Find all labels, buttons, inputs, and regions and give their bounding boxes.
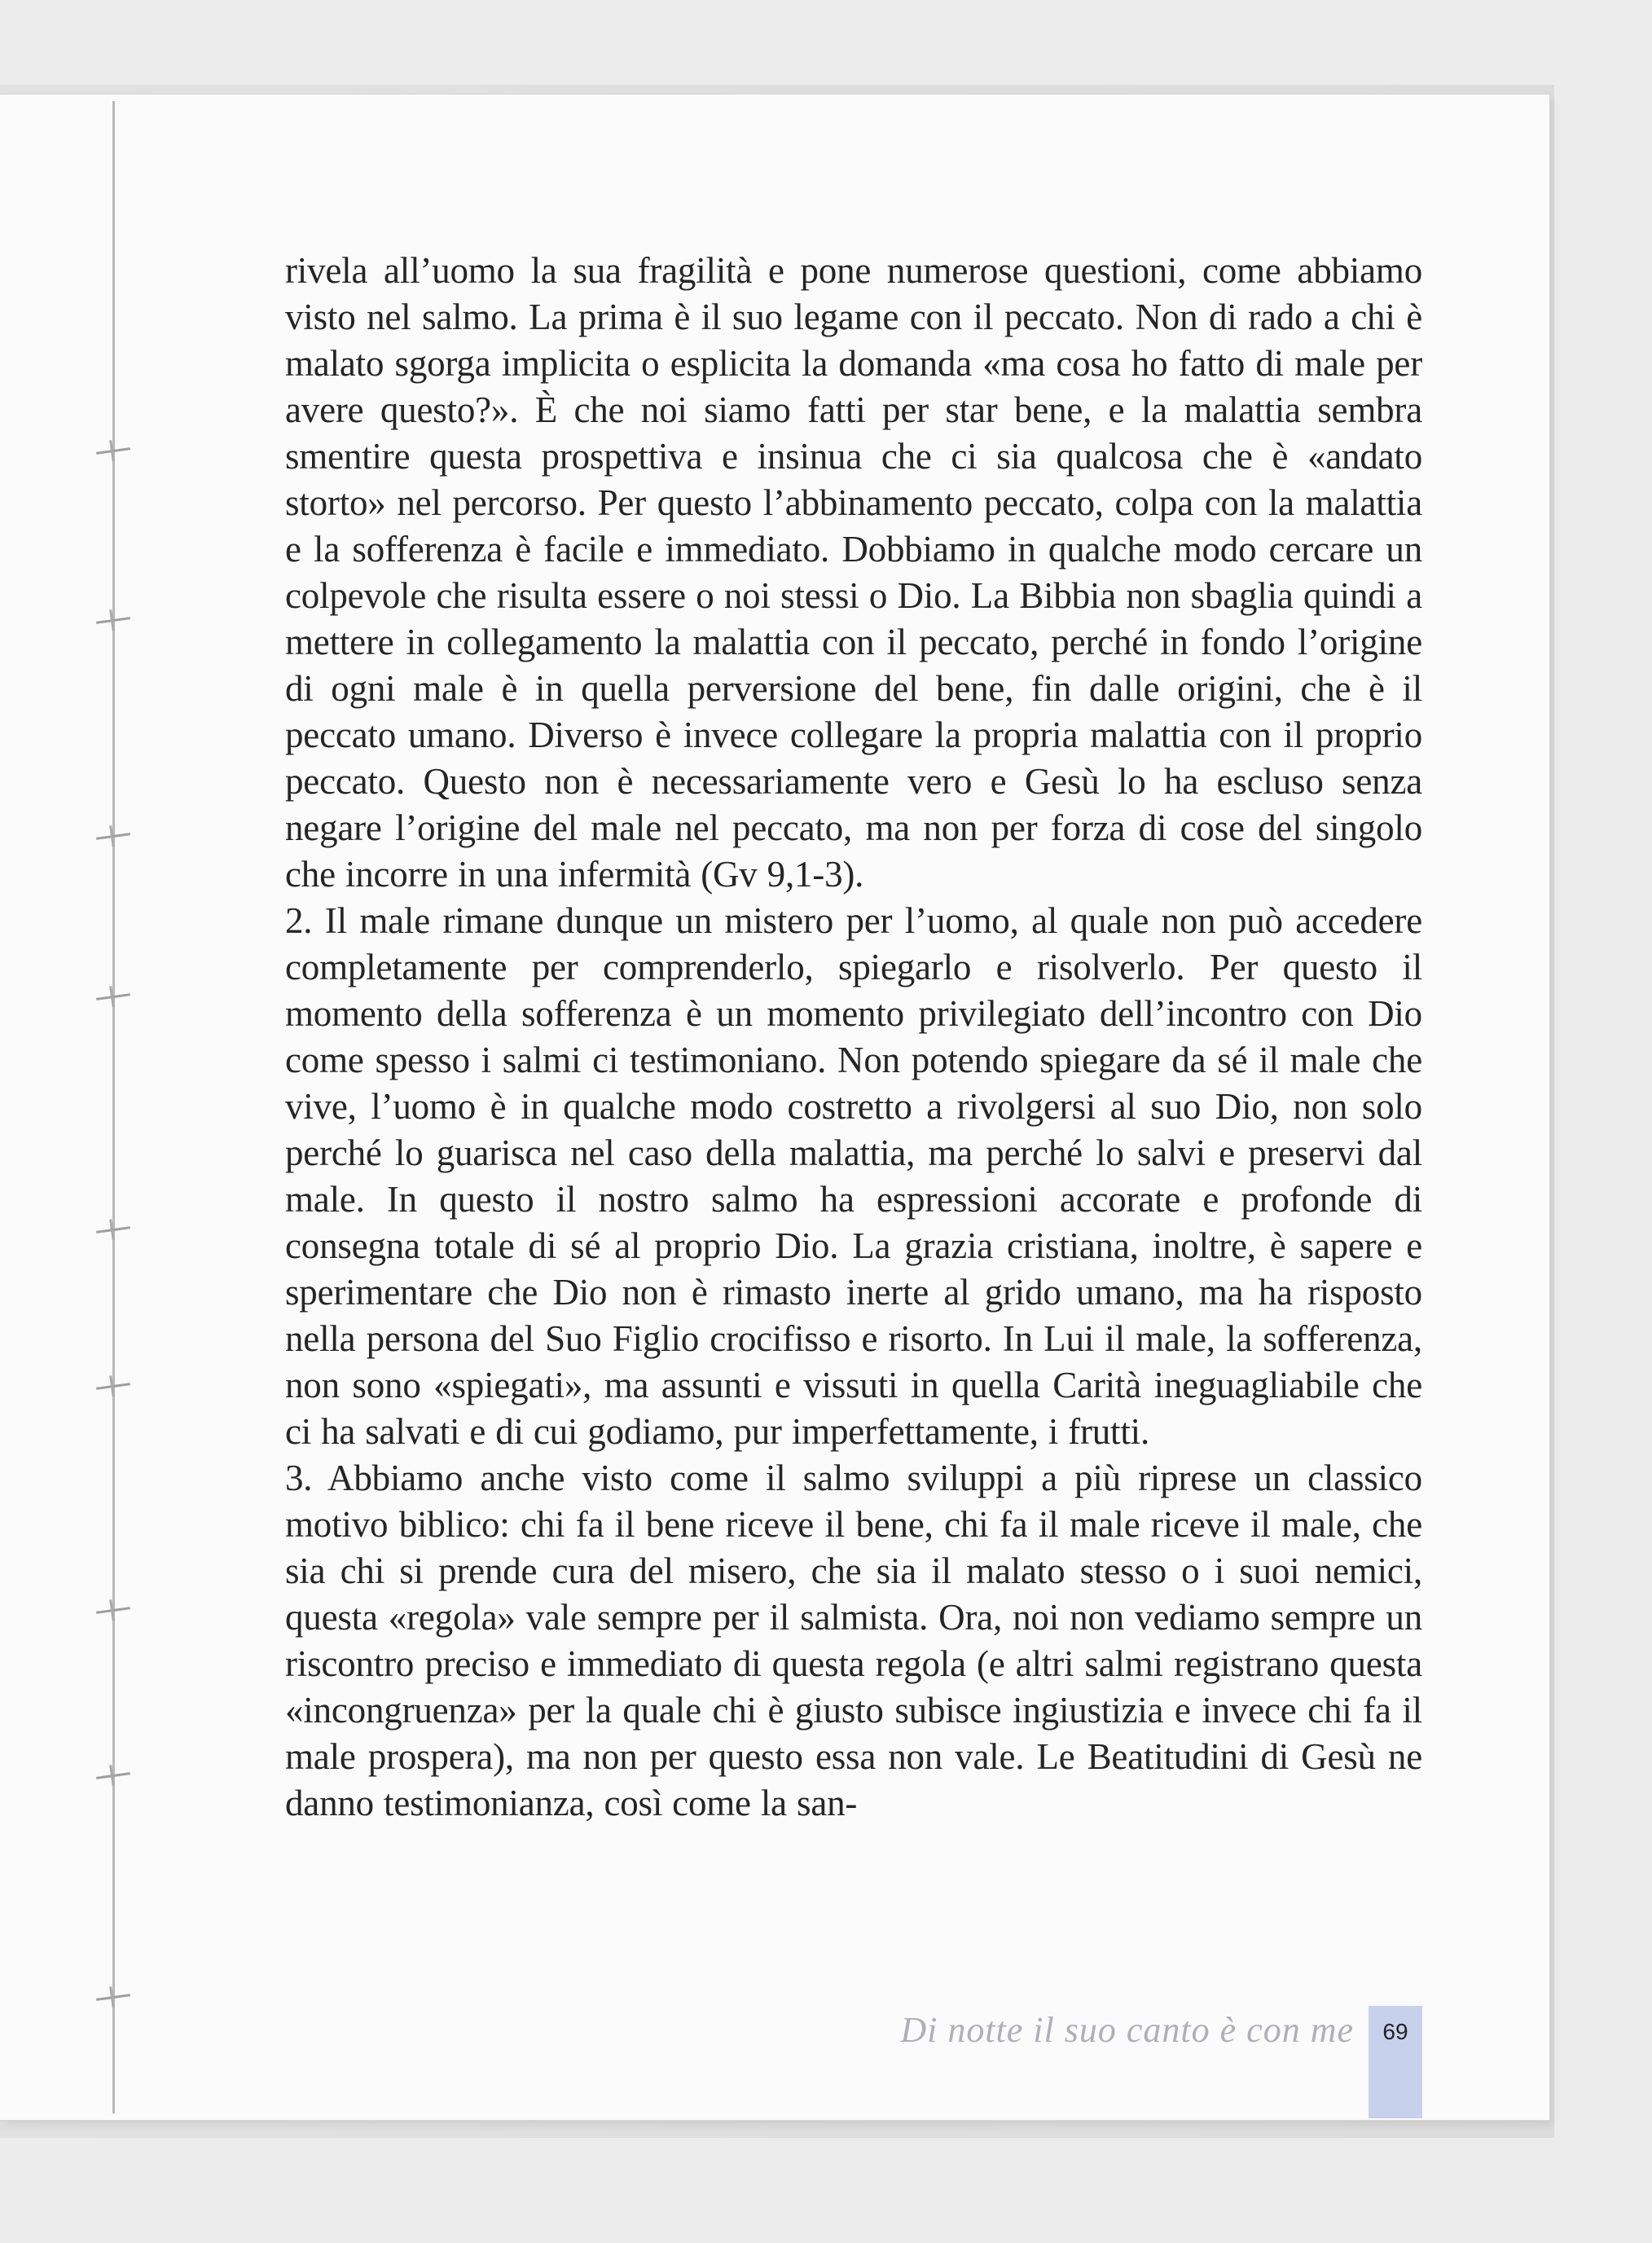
paragraph-1: rivela all’uomo la sua fragilità e pone numerose questioni, come abbiamo visto nel salmo. La prima è il suo legame con il peccato. Non di rado a chi è malato sgorga implicita o esplicita la domanda «ma cosa ho fatto di male per avere questo?». È che noi siamo fatti per star bene, e la malattia sembra smentire questa prospettiva e insinua che ci sia qualcosa che è «andato storto» nel percorso. Per questo l’abbinamento peccato, colpa con la malattia e la sofferenza è facile e immediato. Dobbiamo in qualche modo cercare un colpevole che risulta essere o noi stessi o Dio. La Bibbia non sbaglia quindi a mettere in collegamento la malattia con il peccato, perché in fondo l’origine di ogni male è in quella perversione del bene, fin dalle origini, che è il peccato umano. Diverso è invece collegare la propria malattia con il proprio peccato. Questo non è necessariamente vero e Gesù lo ha escluso senza negare l’origine del male nel peccato, ma non per forza di cose del singolo che incorre in una infermità (Gv 9,1-3).: [285, 250, 1422, 895]
paragraph-3: 3. Abbiamo anche visto come il salmo sviluppi a più riprese un classico motivo biblico: chi fa il bene riceve il bene, chi fa il male riceve il male, che sia chi si prende cura del misero, che sia il malato stesso o i suoi nemici, questa «regola» vale sempre per il salmista. Ora, noi non vediamo sempre un riscontro preciso e immediato di questa regola (e altri salmi registrano questa «incongruenza» per la quale chi è giusto subisce ingiustizia e invece chi fa il male prospera), ma non per questo essa non vale. Le Beatitudini di Gesù ne danno testimonianza, così come la san-: [285, 1458, 1422, 1823]
binding-fold: [112, 101, 115, 2113]
page-body-text: [285, 248, 1422, 1827]
page-number-tab: [1369, 2006, 1422, 2118]
page-number: 69: [1382, 2019, 1408, 2044]
paragraph-2: 2. Il male rimane dunque un mistero per l’uomo, al quale non può accedere completamente per comprenderlo, spiegarlo e risolverlo. Per questo il momento della sofferenza è un momento privilegiato dell’incontro con Dio come spesso i salmi ci testimoniano. Non potendo spiegare da sé il male che vive, l’uomo è in qualche modo costretto a rivolgersi al suo Dio, non solo perché lo guarisca nel caso della malattia, ma perché lo salvi e preservi dal male. In questo il nostro salmo ha espressioni accorate e profonde di consegna totale di sé al proprio Dio. La grazia cristiana, inoltre, è sapere e sperimentare che Dio non è rimasto inerte al grido umano, ma ha risposto nella persona del Suo Figlio crocifisso e risorto. In Lui il male, la sofferenza, non sono «spiegati», ma assunti e vissuti in quella Carità ineguagliabile che ci ha salvati e di cui godiamo, pur imperfettamente, i frutti.: [285, 900, 1422, 1452]
running-title: Di notte il suo canto è con me: [900, 2010, 1354, 2050]
